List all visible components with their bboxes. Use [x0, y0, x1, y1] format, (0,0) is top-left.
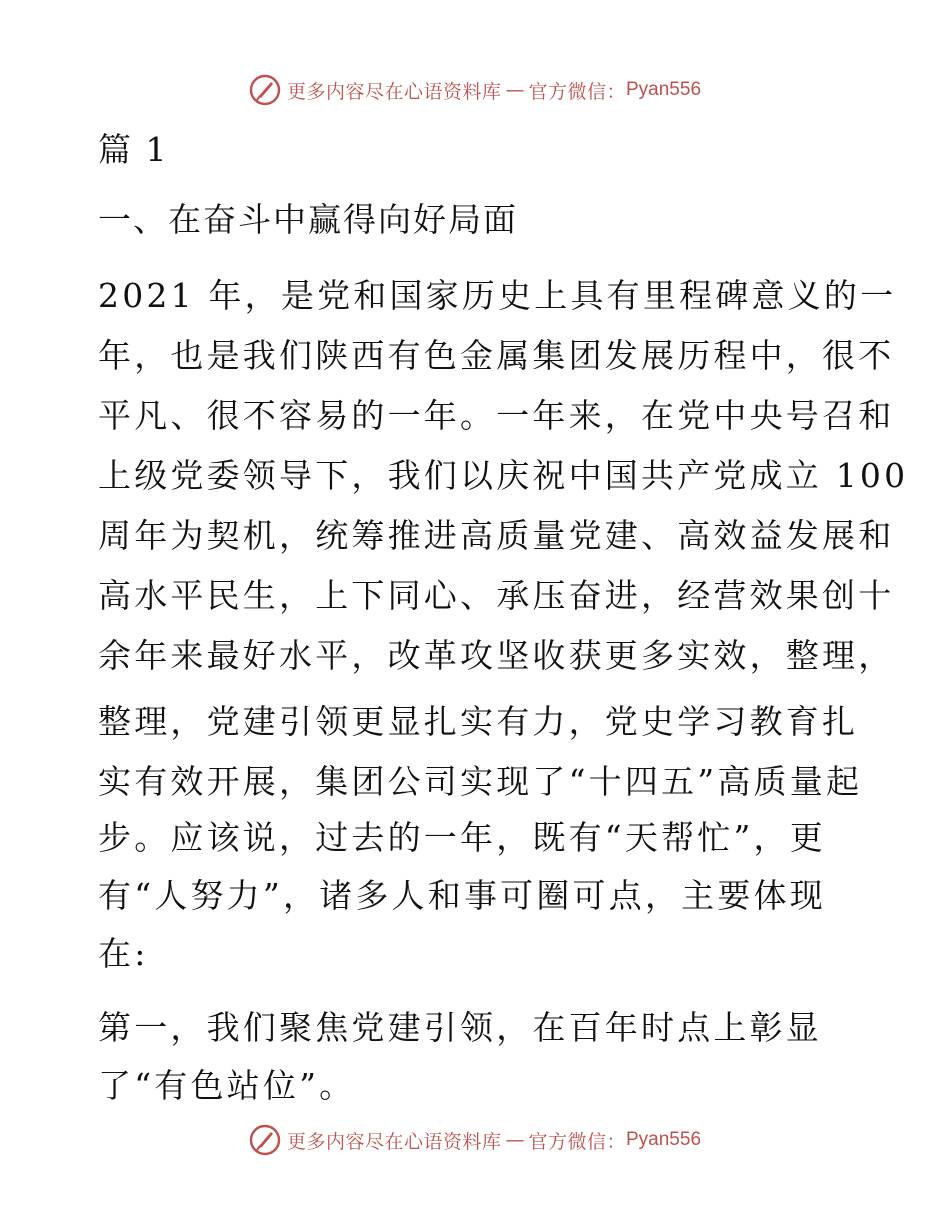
body-line: 步。应该说，过去的一年，既有“天帮忙”，更: [98, 818, 826, 857]
body-line: 有“人努力”，诸多人和事可圈可点，主要体现: [98, 876, 826, 915]
body-line: 第一，我们聚焦党建引领，在百年时点上彰显: [98, 1008, 822, 1047]
watermark-separator: —: [505, 79, 525, 101]
quill-logo-icon: [249, 1124, 281, 1156]
watermark-footer: [0, 1120, 950, 1160]
body-line: 2021 年，是党和国家历史上具有里程碑意义的一: [98, 276, 897, 315]
watermark-wechat-id: Pyan556: [626, 79, 702, 100]
body-line: 整理，党建引领更显扎实有力，党史学习教育扎: [98, 702, 859, 741]
body-line: 平凡、很不容易的一年。一年来，在党中央号召和: [98, 396, 895, 435]
body-line: 周年为契机，统筹推进高质量党建、高效益发展和: [98, 516, 895, 555]
body-line: 实有效开展，集团公司实现了“十四五”高质量起: [98, 762, 863, 801]
watermark-prefix: 更多内容尽在心语资料库: [286, 80, 502, 103]
section-heading: 一、在奋斗中赢得向好局面: [98, 200, 518, 239]
watermark-prefix: 更多内容尽在心语资料库: [286, 1130, 502, 1153]
watermark-suffix: 官方微信：: [528, 1130, 626, 1153]
watermark-separator: —: [505, 1129, 525, 1151]
watermark-suffix: 官方微信：: [528, 80, 626, 103]
body-line: 高水平民生，上下同心、承压奋进，经营效果创十: [98, 576, 895, 615]
quill-logo-icon: [249, 74, 281, 106]
body-line: 上级党委领导下，我们以庆祝中国共产党成立 100: [98, 456, 909, 495]
watermark-header: [0, 70, 950, 110]
body-line: 了“有色站位”。: [98, 1066, 356, 1105]
section-label: 篇 1: [98, 130, 169, 169]
body-line: 余年来最好水平，改革攻坚收获更多实效，整理，: [98, 636, 895, 675]
body-line: 在:: [98, 934, 149, 973]
watermark-wechat-id: Pyan556: [626, 1129, 702, 1150]
body-line: 年，也是我们陕西有色金属集团发展历程中，很不: [98, 336, 895, 375]
